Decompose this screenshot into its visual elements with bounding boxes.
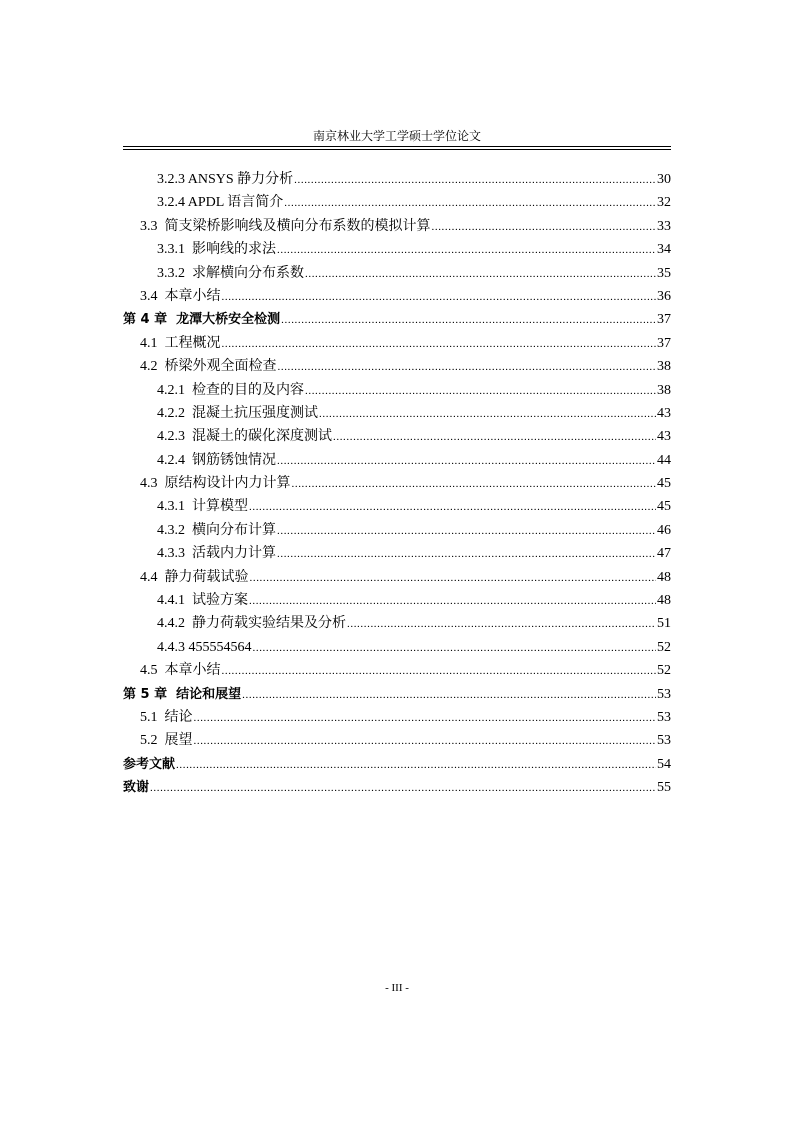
toc-entry[interactable] bbox=[123, 753, 671, 776]
toc-entry-page: 52 bbox=[657, 663, 671, 679]
toc-dot-leader bbox=[250, 567, 657, 590]
toc-entry-title: 4.2.3 混凝土的碳化深度测试 bbox=[157, 429, 332, 445]
toc-dot-leader bbox=[432, 216, 657, 239]
toc-entry-page: 35 bbox=[657, 265, 671, 281]
toc-entry[interactable] bbox=[123, 706, 671, 729]
toc-entry-title: 4.4 静力荷载试验 bbox=[140, 569, 249, 585]
toc-entry[interactable] bbox=[123, 612, 671, 635]
toc-entry[interactable] bbox=[123, 776, 671, 799]
toc-dot-leader bbox=[277, 450, 656, 473]
toc-entry-title: 第 5 章 结论和展望 bbox=[123, 686, 242, 702]
toc-entry-title: 3.3.1 影响线的求法 bbox=[157, 242, 276, 258]
toc-entry-page: 55 bbox=[657, 780, 671, 796]
table-of-contents bbox=[123, 168, 671, 800]
toc-entry-page: 33 bbox=[657, 218, 671, 234]
toc-entry-page: 45 bbox=[657, 476, 671, 492]
toc-entry-title: 5.2 展望 bbox=[140, 733, 193, 749]
toc-entry-page: 36 bbox=[657, 288, 671, 304]
toc-dot-leader bbox=[333, 426, 656, 449]
toc-entry[interactable] bbox=[123, 308, 671, 331]
toc-entry-page: 53 bbox=[657, 733, 671, 749]
toc-entry-title: 3.4 本章小结 bbox=[140, 288, 221, 304]
toc-dot-leader bbox=[347, 613, 656, 636]
toc-entry-title: 3.2.4 APDL 语言简介 bbox=[157, 195, 284, 211]
toc-entry[interactable] bbox=[123, 285, 671, 308]
toc-entry-page: 48 bbox=[657, 569, 671, 585]
toc-dot-leader bbox=[278, 356, 657, 379]
toc-dot-leader bbox=[249, 496, 656, 519]
toc-entry[interactable] bbox=[123, 729, 671, 752]
toc-dot-leader bbox=[242, 684, 656, 707]
toc-dot-leader bbox=[222, 286, 657, 309]
toc-entry-page: 53 bbox=[657, 709, 671, 725]
toc-dot-leader bbox=[305, 263, 656, 286]
toc-entry-page: 38 bbox=[657, 359, 671, 375]
toc-entry[interactable] bbox=[123, 519, 671, 542]
toc-dot-leader bbox=[292, 473, 657, 496]
header-rule bbox=[123, 146, 671, 147]
toc-entry-title: 4.4.1 试验方案 bbox=[157, 593, 248, 609]
toc-entry-title: 第 4 章 龙潭大桥安全检测 bbox=[123, 312, 281, 328]
toc-entry-title: 4.4.2 静力荷载实验结果及分析 bbox=[157, 616, 346, 632]
toc-entry-title: 4.2.4 钢筋锈蚀情况 bbox=[157, 452, 276, 468]
toc-entry[interactable] bbox=[123, 355, 671, 378]
toc-entry[interactable] bbox=[123, 379, 671, 402]
toc-dot-leader bbox=[294, 169, 656, 192]
toc-entry-title: 4.3.2 横向分布计算 bbox=[157, 522, 276, 538]
toc-entry-page: 43 bbox=[657, 405, 671, 421]
toc-dot-leader bbox=[319, 403, 656, 426]
toc-entry-page: 51 bbox=[657, 616, 671, 632]
toc-entry-page: 30 bbox=[657, 172, 671, 187]
toc-entry-page: 48 bbox=[657, 593, 671, 609]
page-number: - III - bbox=[385, 982, 409, 994]
toc-dot-leader bbox=[277, 543, 656, 566]
toc-entry-title: 致谢 bbox=[123, 780, 150, 796]
header-rule-thin bbox=[123, 149, 671, 150]
toc-entry-page: 32 bbox=[657, 195, 671, 211]
toc-entry[interactable] bbox=[123, 215, 671, 238]
toc-entry[interactable] bbox=[123, 589, 671, 612]
toc-entry-title: 4.3.3 活载内力计算 bbox=[157, 546, 276, 562]
toc-entry-title: 4.2 桥梁外观全面检查 bbox=[140, 359, 277, 375]
toc-entry[interactable] bbox=[123, 449, 671, 472]
toc-entry-page: 47 bbox=[657, 546, 671, 562]
toc-entry-title: 4.1 工程概况 bbox=[140, 335, 221, 351]
toc-entry-title: 3.3.2 求解横向分布系数 bbox=[157, 265, 304, 281]
toc-entry-page: 43 bbox=[657, 429, 671, 445]
toc-entry[interactable] bbox=[123, 495, 671, 518]
toc-dot-leader bbox=[284, 192, 656, 215]
toc-dot-leader bbox=[277, 239, 656, 262]
toc-entry-title: 4.2.1 检查的目的及内容 bbox=[157, 382, 304, 398]
toc-entry[interactable] bbox=[123, 566, 671, 589]
toc-entry[interactable] bbox=[123, 425, 671, 448]
page-header: 南京林业大学工学硕士学位论文 bbox=[312, 129, 481, 143]
toc-entry-page: 34 bbox=[657, 242, 671, 258]
toc-entry[interactable] bbox=[123, 332, 671, 355]
toc-dot-leader bbox=[222, 660, 657, 683]
toc-entry-page: 44 bbox=[657, 452, 671, 468]
toc-dot-leader bbox=[194, 707, 657, 730]
toc-entry-title: 4.4.3 455554564 bbox=[157, 639, 252, 655]
toc-entry[interactable] bbox=[123, 472, 671, 495]
toc-entry-title: 5.1 结论 bbox=[140, 709, 193, 725]
toc-dot-leader bbox=[176, 754, 656, 777]
toc-dot-leader bbox=[305, 380, 656, 403]
toc-dot-leader bbox=[150, 777, 656, 800]
toc-entry-page: 53 bbox=[657, 686, 671, 702]
toc-entry[interactable] bbox=[123, 402, 671, 425]
toc-dot-leader bbox=[249, 590, 656, 613]
toc-entry[interactable] bbox=[123, 238, 671, 261]
toc-entry[interactable] bbox=[123, 262, 671, 285]
toc-entry[interactable] bbox=[123, 659, 671, 682]
toc-entry[interactable] bbox=[123, 168, 671, 191]
toc-entry-page: 54 bbox=[657, 756, 671, 772]
toc-dot-leader bbox=[281, 309, 656, 332]
toc-entry-title: 4.5 本章小结 bbox=[140, 663, 221, 679]
toc-entry-title: 4.2.2 混凝土抗压强度测试 bbox=[157, 405, 318, 421]
toc-entry-page: 37 bbox=[657, 312, 671, 328]
toc-entry-page: 38 bbox=[657, 382, 671, 398]
toc-entry-title: 4.3.1 计算模型 bbox=[157, 499, 248, 515]
toc-entry-page: 45 bbox=[657, 499, 671, 515]
toc-entry-title: 4.3 原结构设计内力计算 bbox=[140, 476, 291, 492]
toc-entry-page: 37 bbox=[657, 335, 671, 351]
toc-entry[interactable] bbox=[123, 191, 671, 214]
toc-entry[interactable] bbox=[123, 542, 671, 565]
toc-entry-title: 3.2.3 ANSYS 静力分析 bbox=[157, 172, 294, 187]
toc-dot-leader bbox=[194, 730, 657, 753]
toc-entry-page: 52 bbox=[657, 639, 671, 655]
toc-entry-title: 3.3 简支梁桥影响线及横向分布系数的模拟计算 bbox=[140, 218, 431, 234]
toc-entry[interactable] bbox=[123, 683, 671, 706]
toc-entry-page: 46 bbox=[657, 522, 671, 538]
toc-dot-leader bbox=[222, 333, 657, 356]
toc-entry-title: 参考文献 bbox=[123, 756, 176, 772]
toc-dot-leader bbox=[277, 520, 656, 543]
toc-entry[interactable] bbox=[123, 636, 671, 659]
toc-dot-leader bbox=[253, 637, 657, 660]
